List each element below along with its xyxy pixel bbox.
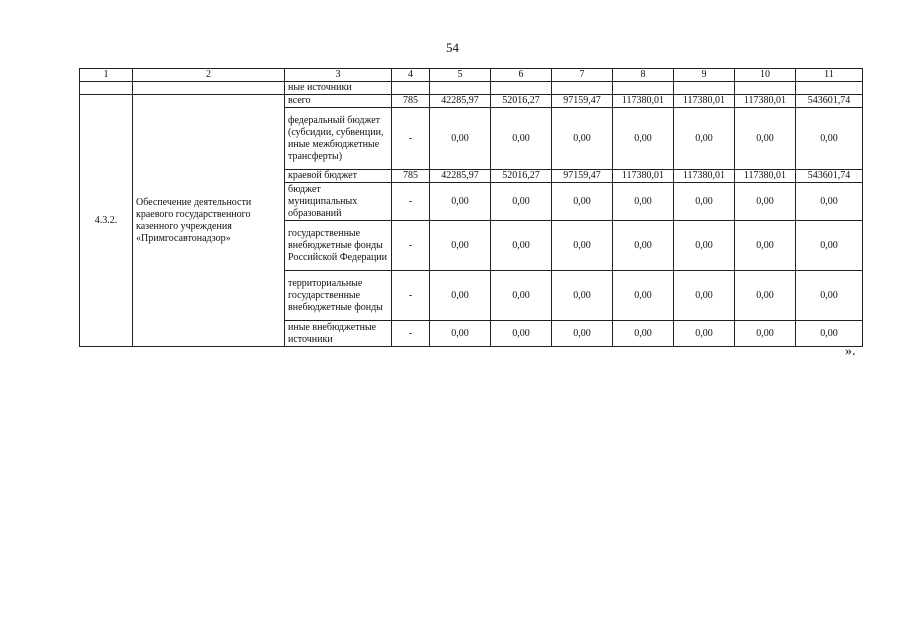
value-cell: 0,00: [674, 221, 735, 271]
value-cell: 52016,27: [491, 170, 552, 183]
value-cell: 0,00: [552, 271, 613, 321]
value-cell: 0,00: [552, 221, 613, 271]
funding-source-cell: государственные внебюджетные фонды Российской Федерации: [285, 221, 392, 271]
column-number-header-row: [80, 69, 863, 82]
closing-quote-mark: ».: [845, 344, 856, 359]
value-cell: 0,00: [796, 221, 863, 271]
column-header: 10: [735, 69, 796, 82]
page-number: 54: [446, 40, 459, 55]
value-cell: 117380,01: [674, 95, 735, 108]
value-cell: 0,00: [796, 108, 863, 170]
value-cell: 0,00: [491, 221, 552, 271]
funding-source-cell: бюджет муниципальных образований: [285, 183, 392, 221]
funding-source-cell: всего: [285, 95, 392, 108]
value-cell: 0,00: [613, 183, 674, 221]
value-cell: 0,00: [796, 321, 863, 347]
value-cell: 0,00: [735, 183, 796, 221]
value-cell: 52016,27: [491, 95, 552, 108]
value-cell: 117380,01: [674, 170, 735, 183]
value-cell: 543601,74: [796, 170, 863, 183]
value-cell: 0,00: [552, 321, 613, 347]
col4-cell: -: [392, 221, 430, 271]
value-cell: 117380,01: [613, 170, 674, 183]
value-cell: 42285,97: [430, 170, 491, 183]
column-header: 11: [796, 69, 863, 82]
value-cell: 97159,47: [552, 170, 613, 183]
value-cell: 117380,01: [735, 95, 796, 108]
col4-cell: -: [392, 271, 430, 321]
column-header: 1: [80, 69, 133, 82]
column-header: 3: [285, 69, 392, 82]
value-cell: 0,00: [613, 108, 674, 170]
value-cell: 0,00: [430, 271, 491, 321]
column-header: 9: [674, 69, 735, 82]
column-header: 2: [133, 69, 285, 82]
column-header: 5: [430, 69, 491, 82]
column-header: 8: [613, 69, 674, 82]
value-cell: 0,00: [491, 108, 552, 170]
table-row: [80, 95, 863, 108]
column-header: 4: [392, 69, 430, 82]
col4-cell: -: [392, 321, 430, 347]
funding-source-cell: краевой бюджет: [285, 170, 392, 183]
value-cell: 0,00: [735, 108, 796, 170]
value-cell: 0,00: [430, 221, 491, 271]
value-cell: 0,00: [430, 108, 491, 170]
value-cell: 0,00: [491, 321, 552, 347]
value-cell: 0,00: [735, 221, 796, 271]
value-cell: 0,00: [613, 321, 674, 347]
value-cell: 0,00: [613, 221, 674, 271]
value-cell: 117380,01: [613, 95, 674, 108]
budget-table: [79, 68, 863, 347]
value-cell: 0,00: [796, 183, 863, 221]
funding-source-cell: территориальные государственные внебюджетные фонды: [285, 271, 392, 321]
value-cell: 0,00: [552, 183, 613, 221]
column-header: 6: [491, 69, 552, 82]
item-code: 4.3.2.: [80, 95, 133, 347]
continuation-row: [80, 82, 863, 95]
value-cell: 0,00: [613, 271, 674, 321]
value-cell: 0,00: [674, 321, 735, 347]
col4-cell: 785: [392, 95, 430, 108]
col4-cell: -: [392, 108, 430, 170]
value-cell: 0,00: [552, 108, 613, 170]
value-cell: 0,00: [735, 321, 796, 347]
funding-source-cell: иные внебюджетные источники: [285, 321, 392, 347]
value-cell: 117380,01: [735, 170, 796, 183]
funding-source-cell: ные источники: [285, 82, 392, 95]
item-name: Обеспечение деятельности краевого государственного казенного учреждения «Примгосавтонадзор»: [133, 95, 285, 347]
value-cell: 0,00: [674, 271, 735, 321]
value-cell: 0,00: [796, 271, 863, 321]
value-cell: 0,00: [735, 271, 796, 321]
funding-source-cell: федеральный бюджет (субсидии, субвенции, иные межбюджетные трансферты): [285, 108, 392, 170]
value-cell: 0,00: [491, 183, 552, 221]
column-header: 7: [552, 69, 613, 82]
value-cell: 97159,47: [552, 95, 613, 108]
value-cell: 0,00: [491, 271, 552, 321]
value-cell: 0,00: [430, 183, 491, 221]
value-cell: 42285,97: [430, 95, 491, 108]
col4-cell: -: [392, 183, 430, 221]
value-cell: 543601,74: [796, 95, 863, 108]
col4-cell: 785: [392, 170, 430, 183]
value-cell: 0,00: [430, 321, 491, 347]
value-cell: 0,00: [674, 108, 735, 170]
value-cell: 0,00: [674, 183, 735, 221]
